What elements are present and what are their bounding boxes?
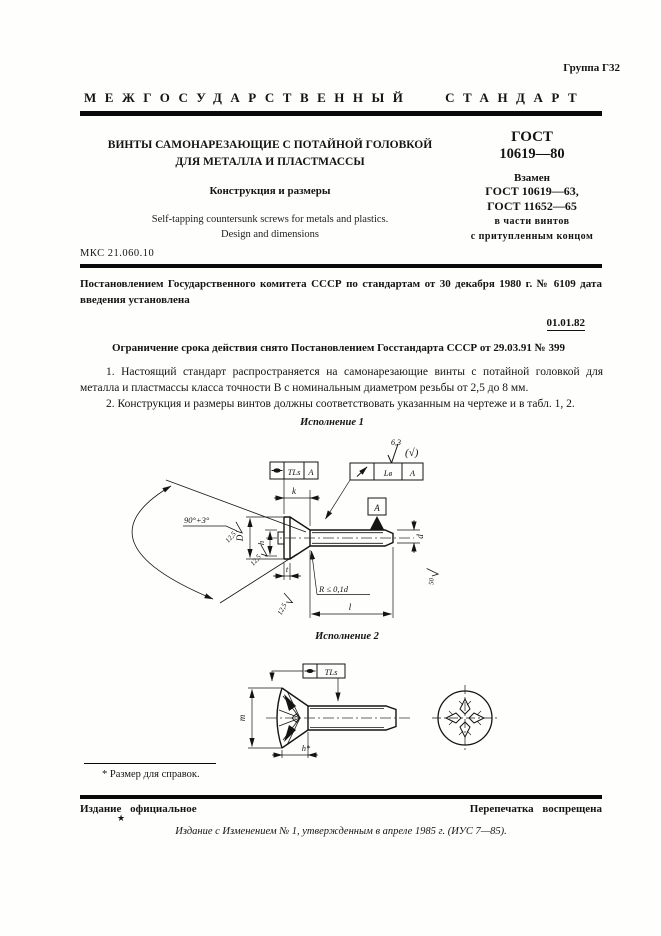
effective-date: 01.01.82 — [546, 317, 585, 329]
title-bottom-rule — [80, 264, 602, 268]
surface-roughness-note — [388, 438, 419, 463]
roughness-value: 6,3 — [391, 438, 401, 447]
footnote-rule — [84, 763, 216, 764]
replaces-label: Взамен — [514, 172, 550, 185]
svg-text:12,5: 12,5 — [275, 601, 289, 617]
paragraph-2: 2. Конструкция и размеры винтов должны соответствовать указанным на чертеже и в табл. 1, 2. — [106, 398, 575, 410]
replaces-standard-1: ГОСТ 10619—63, — [485, 184, 579, 199]
title-en-line-1: Self-tapping countersunk screws for metals and plastics. — [151, 214, 389, 226]
title-block-right — [460, 128, 604, 244]
official-edition-label: Издание официальное — [80, 803, 197, 815]
tolerance-frame — [272, 664, 345, 701]
dim-d — [397, 520, 425, 553]
dim-label-m: m — [237, 714, 247, 722]
dim-label-h: h — [256, 540, 266, 546]
star-icon: ★ — [117, 814, 126, 824]
datum-triangle-icon — [370, 516, 384, 530]
standard-title-ru — [80, 137, 460, 170]
figure-execution-2-drawing — [80, 648, 602, 760]
standard-subtitle: Конструкция и размеры — [209, 185, 331, 198]
roughness-slot-mark — [247, 545, 270, 569]
gost-label: ГОСТ — [511, 129, 553, 145]
decree-paragraph: Постановлением Государственного комитета СССР по стандартам от 30 декабря 1980 г. № 6109 дата введения установлена — [80, 278, 602, 306]
frame-value: TLs — [324, 666, 338, 677]
svg-text:50: 50 — [427, 577, 436, 586]
footnote-text: * Размер для справок. — [102, 769, 200, 780]
dim-label-l: l — [348, 603, 352, 613]
replaces-standard-2: ГОСТ 11652—65 — [487, 199, 577, 214]
group-code: Группа Г32 — [563, 62, 620, 74]
frame1-value: TLs — [287, 466, 301, 477]
replaces-note-2: с притупленным концом — [470, 231, 594, 243]
mks-classifier: МКС 21.060.10 — [80, 248, 155, 259]
header-rule — [80, 111, 602, 116]
gost-number: 10619—80 — [499, 146, 565, 162]
frame2-value: Lв — [383, 467, 393, 478]
standard-kind-heading: МЕЖГОСУДАРСТВЕННЫЙ СТАНДАРТ — [84, 90, 586, 105]
dim-label-t: t — [285, 564, 289, 574]
dim-label-d: d — [415, 534, 425, 539]
paragraph-1: 1. Настоящий стандарт распространяется на самонарезающие винты с потайной головкой для металла и пластмассы класса точности В с номинальным диаметром резьбы от 2,5 до 8 мм. — [80, 366, 603, 395]
roughness-end-mark — [425, 569, 438, 586]
datum-flag — [368, 498, 386, 530]
title-block-left — [80, 137, 460, 243]
edition-note: Издание с Изменением № 1, утвержденным в апреле 1985 г. (ИУС 7—85). — [175, 826, 507, 837]
standard-title-en — [80, 213, 460, 242]
footer-rule — [80, 795, 602, 799]
reprint-prohibited-label: Перепечатка воспрещена — [469, 803, 602, 815]
svg-text:12,5: 12,5 — [223, 529, 238, 545]
frame1-datum: A — [308, 466, 314, 477]
title-line-1: ВИНТЫ САМОНАРЕЗАЮЩИЕ С ПОТАЙНОЙ ГОЛОВКОЙ — [107, 139, 433, 151]
dim-label-k: k — [292, 486, 296, 496]
replaces-note-1: в части винтов — [494, 216, 570, 228]
dim-t — [273, 563, 301, 580]
dim-l — [310, 547, 393, 618]
datum-letter: A — [374, 502, 380, 513]
figure1-caption: Исполнение 1 — [300, 417, 364, 428]
frame2-datum: A — [409, 467, 416, 478]
head-end-view — [432, 685, 498, 751]
dim-k — [274, 486, 320, 526]
limitation-note: Ограничение срока действия снято Постановлением Госстандарта СССР от 29.03.91 № 399 — [112, 342, 565, 354]
dim-label-angle: 90°+3° — [184, 515, 210, 525]
svg-text:12,5: 12,5 — [248, 552, 263, 568]
fillet-radius-note — [312, 551, 371, 595]
title-en-line-2: Design and dimensions — [221, 229, 319, 241]
dim-h — [256, 530, 277, 556]
roughness-under-head-mark — [274, 593, 295, 617]
roughness-others: (√) — [405, 447, 419, 459]
fillet-note-label: R ≤ 0,1d — [319, 584, 348, 594]
figure2-caption: Исполнение 2 — [315, 631, 379, 642]
figure-execution-1-drawing — [80, 432, 602, 634]
dim-head-angle — [132, 480, 306, 603]
title-line-2: ДЛЯ МЕТАЛЛА И ПЛАСТМАССЫ — [175, 155, 365, 168]
dim-label-D: D — [235, 534, 245, 542]
dim-label-h-star: h* — [301, 743, 311, 753]
